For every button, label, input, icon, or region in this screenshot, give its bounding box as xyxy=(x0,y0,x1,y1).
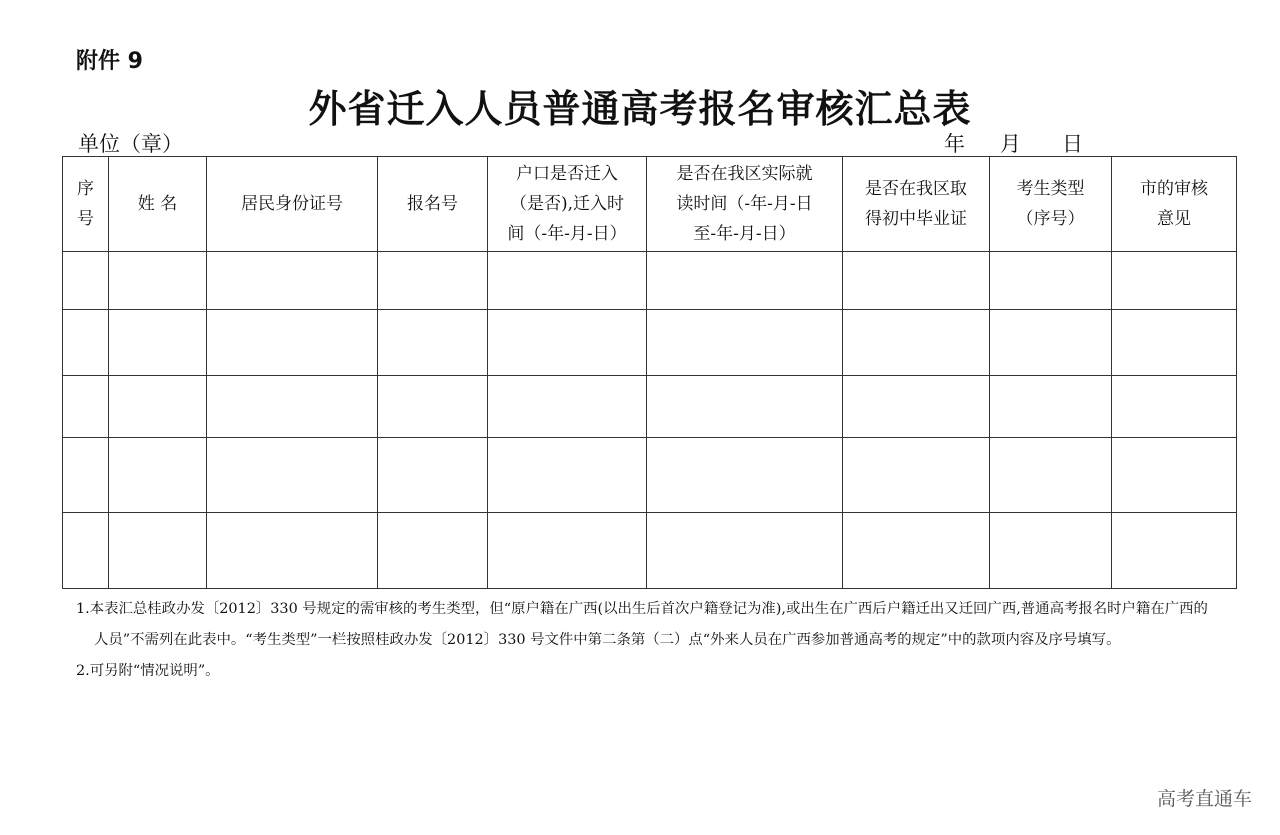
table-cell[interactable] xyxy=(63,438,109,513)
table-cell[interactable] xyxy=(1112,310,1237,376)
table-cell[interactable] xyxy=(843,252,990,310)
table-cell[interactable] xyxy=(843,310,990,376)
table-cell[interactable] xyxy=(1112,252,1237,310)
table-cell[interactable] xyxy=(990,438,1112,513)
table-cell[interactable] xyxy=(109,438,207,513)
table-cell[interactable] xyxy=(647,252,843,310)
table-cell[interactable] xyxy=(378,513,488,589)
column-header: 姓 名 xyxy=(109,157,207,252)
table-cell[interactable] xyxy=(1112,376,1237,438)
column-header: 市的审核 意见 xyxy=(1112,157,1237,252)
column-header: 序 号 xyxy=(63,157,109,252)
table-cell[interactable] xyxy=(488,252,647,310)
table-cell[interactable] xyxy=(990,513,1112,589)
table-cell[interactable] xyxy=(488,376,647,438)
note-item: 1.本表汇总桂政办发〔2012〕330 号规定的需审核的考生类型，但“原户籍在广西(以出生后首次户籍登记为准),或出生在广西后户籍迁出又迁回广西,普通高考报名时户籍在广西的人员”不需列在此表中。“考生类型”一栏按照桂政办发〔2012〕330 号文件中第二条第（二）点“外来人员在广西参加普通高考的规定”中的款项内容及序号填写。 xyxy=(76,601,1208,648)
table-cell[interactable] xyxy=(843,376,990,438)
unit-seal-label: 单位（章） xyxy=(78,132,183,156)
table-header-row xyxy=(63,157,1237,252)
table-cell[interactable] xyxy=(647,310,843,376)
attachment-label: 附件 9 xyxy=(76,49,143,74)
table-cell[interactable] xyxy=(63,252,109,310)
table-cell[interactable] xyxy=(63,310,109,376)
table-cell[interactable] xyxy=(63,513,109,589)
table-cell[interactable] xyxy=(647,438,843,513)
column-header: 是否在我区实际就 读时间（-年-月-日 至-年-月-日） xyxy=(647,157,843,252)
table-cell[interactable] xyxy=(647,376,843,438)
table-row xyxy=(63,438,1237,513)
table-cell[interactable] xyxy=(843,513,990,589)
table-cell[interactable] xyxy=(378,438,488,513)
watermark-text: 高考直通车 xyxy=(1156,788,1252,810)
table-row xyxy=(63,310,1237,376)
table-cell[interactable] xyxy=(207,376,378,438)
summary-table xyxy=(62,156,1237,589)
column-header: 报名号 xyxy=(378,157,488,252)
table-cell[interactable] xyxy=(990,376,1112,438)
table-row xyxy=(63,513,1237,589)
table-cell[interactable] xyxy=(63,376,109,438)
note-item: 2.可另附“情况说明”。 xyxy=(76,663,220,679)
date-month-label: 月 xyxy=(1000,132,1021,156)
table-cell[interactable] xyxy=(109,310,207,376)
table-cell[interactable] xyxy=(488,438,647,513)
page-title: 外省迁入人员普通高考报名审核汇总表 xyxy=(308,87,972,131)
table-cell[interactable] xyxy=(207,438,378,513)
table-cell[interactable] xyxy=(488,310,647,376)
table-cell[interactable] xyxy=(1112,438,1237,513)
table-cell[interactable] xyxy=(378,252,488,310)
table-cell[interactable] xyxy=(207,513,378,589)
table-cell[interactable] xyxy=(990,310,1112,376)
column-header: 是否在我区取 得初中毕业证 xyxy=(843,157,990,252)
table-row xyxy=(63,252,1237,310)
table-cell[interactable] xyxy=(109,252,207,310)
table-cell[interactable] xyxy=(109,376,207,438)
table-cell[interactable] xyxy=(1112,513,1237,589)
notes-section xyxy=(76,594,1216,687)
column-header: 居民身份证号 xyxy=(207,157,378,252)
table-cell[interactable] xyxy=(378,310,488,376)
date-year-label: 年 xyxy=(944,132,965,156)
table-cell[interactable] xyxy=(990,252,1112,310)
table-cell[interactable] xyxy=(488,513,647,589)
table-row xyxy=(63,376,1237,438)
date-day-label: 日 xyxy=(1062,132,1083,156)
table-cell[interactable] xyxy=(207,310,378,376)
column-header: 考生类型 （序号） xyxy=(990,157,1112,252)
column-header: 户口是否迁入 （是否),迁入时 间（-年-月-日） xyxy=(488,157,647,252)
table-cell[interactable] xyxy=(843,438,990,513)
table-cell[interactable] xyxy=(378,376,488,438)
table-cell[interactable] xyxy=(647,513,843,589)
table-cell[interactable] xyxy=(207,252,378,310)
table-cell[interactable] xyxy=(109,513,207,589)
